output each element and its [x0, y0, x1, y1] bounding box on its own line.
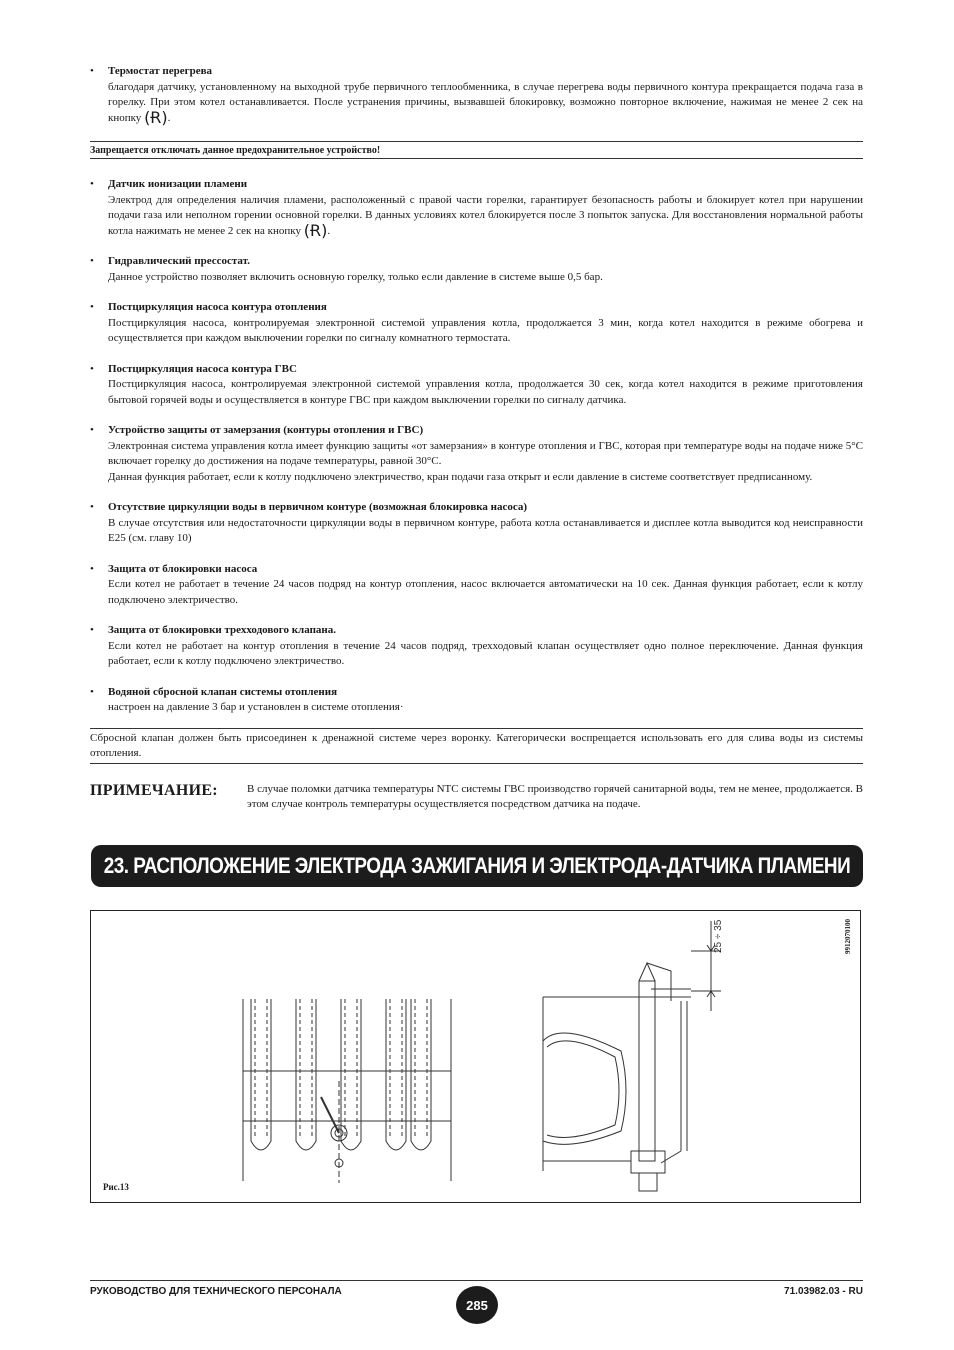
pump-antiblock-item	[90, 562, 863, 609]
reset-button-icon: (Ɍ)	[144, 107, 168, 127]
item-title: Постциркуляция насоса контура ГВС	[108, 362, 297, 375]
note-text: В случае поломки датчика температуры NTC системы ГВС производство горячей санитарной воды, тем не менее, продолжается. В этом случае контроль температуры осуществляется посредством датчика на подаче.	[247, 782, 863, 810]
item-title: Защита от блокировки трехходового клапана.	[108, 624, 337, 636]
item-text: Постциркуляция насоса, контролируемая электронной системой управления котла, продолжается 30 сек, когда котел находится в режиме приготовления бытовой горячей воды и осуществляется в контуре ГВС при каждом выключении горелки по сигналу датчика.	[108, 378, 863, 406]
bullet: •	[90, 301, 94, 313]
bullet: •	[90, 562, 94, 575]
item-text-2: Данная функция работает, если к котлу подключено электричество, кран подачи газа открыт и если давление в системе соответствует предписанному.	[108, 470, 813, 483]
note-block	[90, 782, 863, 813]
section-title: 23. РАСПОЛОЖЕНИЕ ЭЛЕКТРОДА ЗАЖИГАНИЯ И ЭЛЕКТРОДА-ДАТЧИКА ПЛАМЕНИ	[103, 853, 851, 878]
item-suffix: .	[167, 111, 171, 124]
divider	[90, 158, 863, 159]
bullet: •	[90, 178, 94, 190]
item-text: Если котел не работает в течение 24 часов подряд на контур отопления, насос включается автоматически на 10 сек. Данная функция работает, если к котлу подключено электричество.	[108, 578, 863, 606]
bullet: •	[90, 624, 94, 636]
item-title: Гидравлический прессостат.	[108, 255, 250, 267]
page-number: 285	[456, 1286, 498, 1324]
item-text: настроен на давление 3 бар и установлен в системе отопления·	[108, 701, 404, 713]
overheat-thermostat-item	[90, 64, 863, 126]
item-title: Устройство защиты от замерзания (контуры отопления и ГВС)	[108, 424, 424, 436]
item-text: Постциркуляция насоса, контролируемая электронной системой управления котла, продолжается 3 мин, когда котел находится в режиме обогрева и осуществляется при каждом выключении горелки по сигналу комнатного термостата.	[108, 316, 863, 344]
heating-pump-postcirculation-item	[90, 300, 863, 347]
bullet: •	[90, 255, 94, 267]
bullet: •	[90, 501, 94, 513]
bullet: •	[90, 685, 94, 698]
no-circulation-item	[90, 500, 863, 547]
dhw-pump-postcirculation-item	[90, 362, 863, 409]
bullet: •	[90, 424, 94, 436]
footer-manual-title: РУКОВОДСТВО ДЛЯ ТЕХНИЧЕСКОГО ПЕРСОНАЛА	[90, 1286, 342, 1297]
electrode-side-drawing	[543, 921, 721, 1191]
item-text: благодаря датчику, установленному на выходной трубе первичного теплообменника, в случае перегрева воды первичного контура прекращается подача газа в горелку. При этом котел останавливается. После устранения причины, вызвавшей блокировку, возможно повторное включение, нажимая не менее 2 сек на кнопку	[108, 80, 863, 124]
page-content	[90, 64, 863, 813]
figure-caption: Рис.13	[103, 1182, 129, 1192]
item-title: Термостат перегрева	[108, 65, 213, 77]
relief-valve-note: Сбросной клапан должен быть присоединен к дренажной системе через воронку. Категорически воспрещается использовать его для слива воды из системы отопления.	[90, 731, 863, 759]
warning-text: Запрещается отключать данное предохранительное устройство!	[90, 145, 381, 156]
frost-protection-item	[90, 423, 863, 485]
item-text: Данное устройство позволяет включить основную горелку, только если давление в системе выше 0,5 бар.	[108, 270, 603, 283]
footer-doc-code: 71.03982.03 - RU	[784, 1286, 863, 1297]
reset-button-icon: (Ɍ)	[303, 220, 328, 240]
ionization-sensor-item	[90, 177, 863, 239]
item-title: Защита от блокировки насоса	[108, 562, 258, 575]
item-title: Датчик ионизации пламени	[108, 178, 248, 190]
figure-13	[90, 910, 861, 1203]
section-heading	[91, 845, 863, 887]
item-text: В случае отсутствия или недостаточности циркуляции воды в первичном контуре, работа котла останавливается и дисплее котла выводится код неисправности E25 (см. главу 10)	[108, 516, 863, 544]
item-text: Электрод для определения наличия пламени, расположенный с правой части горелки, гарантирует безопасность работы и блокирует котел при нарушении подачи газа или неполном горении основной горелки. В данных условиях котел блокируется после 3 попыток запуска. Для восстановления нормальной работы котла нажимать не менее 2 сек на кнопку	[108, 193, 863, 237]
electrode-diagram	[91, 911, 859, 1201]
item-title: Водяной сбросной клапан системы отопления	[108, 685, 338, 698]
relief-valve-item	[90, 685, 863, 716]
item-title: Отсутствие циркуляции воды в первичном контуре (возможная блокировка насоса)	[108, 501, 528, 513]
bullet: •	[90, 65, 94, 77]
dimension-label: 25 ÷ 35	[713, 919, 724, 953]
burner-ramps-drawing	[243, 999, 451, 1183]
item-text: Электронная система управления котла имеет функцию защиты «от замерзания» в контуре отопления и ГВС, которая при температуре воды на подаче ниже 5°С включает горелку до достижения на подаче температуры, равной 30°С.	[108, 439, 863, 467]
figure-code: 9912070100	[844, 919, 852, 954]
item-text: Если котел не работает на контур отопления в течение 24 часов подряд, трехходовый клапан осуществляет одно полное переключение. Данная функция работает, если к котлу подключено электричество.	[108, 639, 863, 667]
divider	[90, 763, 863, 764]
bullet: •	[90, 362, 94, 375]
valve-antiblock-item	[90, 623, 863, 670]
pressure-switch-item	[90, 254, 863, 285]
item-suffix: .	[327, 224, 331, 237]
footer-divider	[90, 1280, 863, 1281]
item-title: Постциркуляция насоса контура отопления	[108, 301, 327, 313]
note-label: ПРИМЕЧАНИЕ:	[90, 781, 218, 799]
